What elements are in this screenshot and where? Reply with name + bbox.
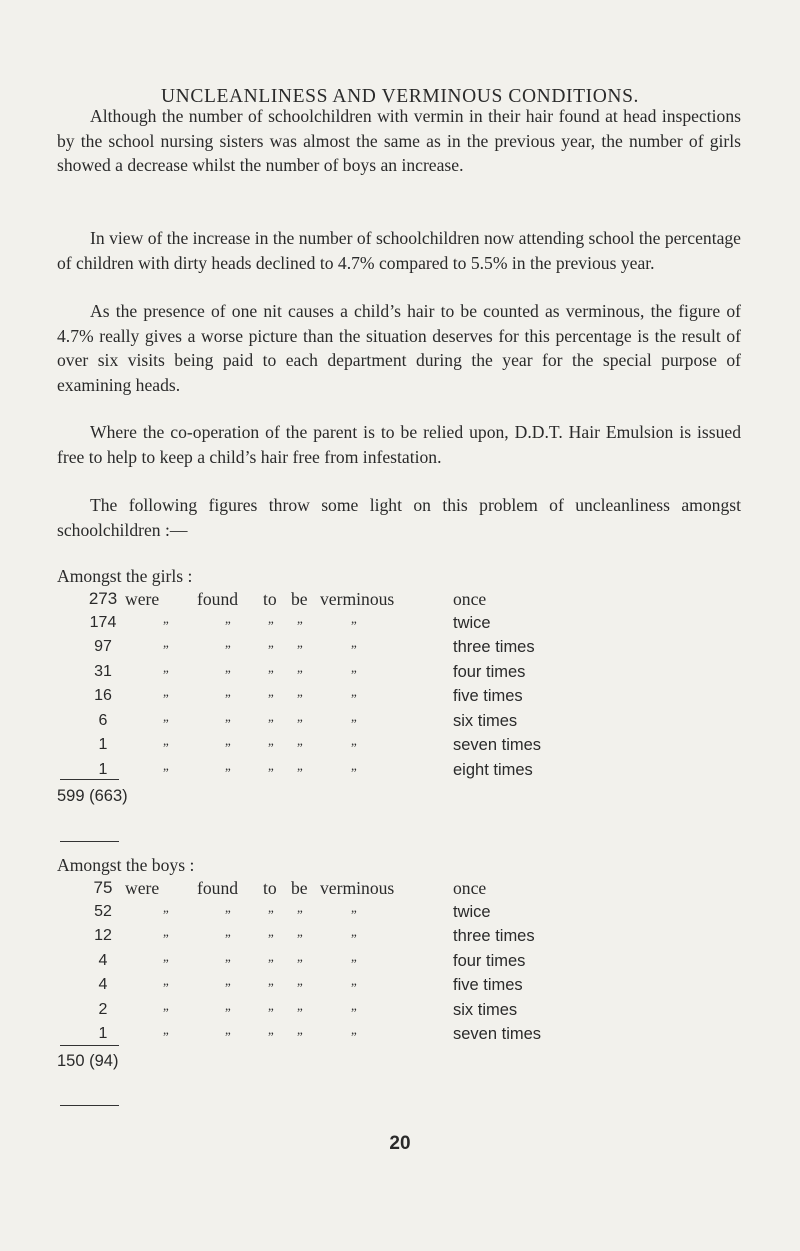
ditto-mark: ” (225, 740, 230, 755)
count-cell: 273 (88, 589, 118, 608)
ditto-mark: ” (297, 666, 302, 682)
times-cell: seven times (453, 736, 542, 754)
ditto-mark: ” (225, 617, 230, 633)
table-row (0, 761, 800, 785)
table-row (0, 736, 800, 760)
count-cell: 31 (94, 662, 112, 680)
table-row (0, 589, 800, 613)
table-row (0, 976, 800, 1000)
boys-total: 150 (94) (57, 1052, 119, 1070)
ditto-mark: ” (351, 955, 356, 971)
count-cell: 1 (98, 760, 108, 778)
ditto-mark: ” (163, 1029, 168, 1044)
count-cell: 4 (98, 976, 108, 993)
ditto-mark: ” (268, 1029, 273, 1044)
ditto-mark: ” (297, 715, 302, 731)
word-were: were (125, 589, 160, 609)
ditto-mark: ” (163, 1004, 168, 1020)
ditto-mark: ” (225, 1004, 230, 1020)
ditto-mark: ” (297, 691, 302, 706)
times-cell: twice (453, 613, 491, 632)
times-cell: six times (453, 711, 518, 730)
ditto-mark: ” (351, 666, 356, 682)
ditto-mark: ” (163, 617, 168, 633)
count-cell: 1 (98, 1025, 108, 1042)
boys-total-rule (60, 1045, 119, 1046)
ditto-mark: ” (297, 906, 302, 922)
ditto-mark: ” (163, 980, 168, 995)
count-cell: 97 (94, 638, 112, 655)
ditto-mark: ” (163, 666, 168, 682)
table-row (0, 1025, 800, 1049)
page-title: UNCLEANLINESS AND VERMINOUS CONDITIONS. (160, 86, 640, 107)
table-row (0, 663, 800, 687)
count-cell: 2 (98, 1000, 108, 1018)
count-cell: 6 (98, 711, 108, 729)
ditto-mark: ” (268, 691, 273, 706)
ditto-mark: ” (351, 764, 356, 780)
count-cell: 12 (94, 927, 112, 944)
ditto-mark: ” (268, 931, 273, 946)
table-row (0, 614, 800, 638)
ditto-mark: ” (351, 642, 356, 657)
paragraph-1: Although the number of schoolchildren with vermin in their hair found at head inspections by the school nursing sisters was almost the same as in the previous year, the number of girls showed a decrease whilst the number of boys an increase. (57, 106, 741, 175)
girls-closing-rule (60, 841, 119, 842)
count-cell: 174 (89, 613, 117, 631)
count-cell: 16 (94, 687, 112, 704)
table-row (0, 1001, 800, 1025)
times-cell: five times (453, 976, 523, 994)
ditto-mark: ” (163, 906, 168, 922)
word-found: found (197, 589, 239, 609)
word-were: were (125, 878, 160, 898)
ditto-mark: ” (163, 691, 168, 706)
ditto-mark: ” (297, 764, 302, 780)
ditto-mark: ” (163, 931, 168, 946)
word-found: found (197, 878, 239, 898)
ditto-mark: ” (268, 642, 273, 657)
count-cell: 52 (94, 902, 112, 920)
ditto-mark: ” (297, 1029, 302, 1044)
ditto-mark: ” (225, 931, 230, 946)
table-row (0, 638, 800, 662)
paragraph-5: The following figures throw some light on this problem of uncleanliness amongst schoolchildren :— (57, 495, 741, 540)
ditto-mark: ” (297, 642, 302, 657)
page-number: 20 (389, 1133, 411, 1154)
ditto-mark: ” (297, 617, 302, 633)
boys-closing-rule (60, 1105, 119, 1106)
paragraph-4: Where the co-operation of the parent is to be relied upon, D.D.T. Hair Emulsion is issued free to help to keep a child’s hair free from infestation. (57, 422, 741, 467)
ditto-mark: ” (268, 980, 273, 995)
girls-heading: Amongst the girls : (57, 566, 193, 586)
count-cell: 75 (93, 878, 113, 897)
boys-heading: Amongst the boys : (57, 855, 195, 875)
ditto-mark: ” (351, 740, 356, 755)
ditto-mark: ” (351, 1029, 356, 1044)
ditto-mark: ” (268, 617, 273, 633)
ditto-mark: ” (351, 691, 356, 706)
ditto-mark: ” (225, 955, 230, 971)
ditto-mark: ” (163, 955, 168, 971)
word-to: to (263, 589, 277, 609)
ditto-mark: ” (268, 906, 273, 922)
ditto-mark: ” (225, 715, 230, 731)
word-verminous: verminous (320, 589, 395, 609)
ditto-mark: ” (351, 906, 356, 922)
paragraph-2: In view of the increase in the number of schoolchildren now attending school the percentage of children with dirty heads declined to 4.7% compared to 5.5% in the previous year. (57, 228, 741, 273)
word-to: to (263, 878, 277, 898)
ditto-mark: ” (163, 740, 168, 755)
times-cell: three times (453, 927, 535, 945)
ditto-mark: ” (225, 764, 230, 780)
paragraph-3: As the presence of one nit causes a child’s hair to be counted as verminous, the figure of 4.7% really gives a worse picture than the situation deserves for this percentage is the result of over six visits being paid to each department during the year for the special purpose of examining heads. (57, 301, 741, 395)
times-cell: four times (453, 662, 526, 681)
ditto-mark: ” (163, 764, 168, 780)
ditto-mark: ” (268, 715, 273, 731)
times-cell: three times (453, 638, 535, 656)
times-cell: eight times (453, 760, 533, 779)
ditto-mark: ” (351, 715, 356, 731)
table-row (0, 952, 800, 976)
girls-total: 599 (663) (57, 787, 128, 805)
ditto-mark: ” (297, 980, 302, 995)
table-row (0, 927, 800, 951)
times-cell: once (453, 878, 487, 898)
ditto-mark: ” (225, 691, 230, 706)
ditto-mark: ” (297, 931, 302, 946)
ditto-mark: ” (268, 764, 273, 780)
count-cell: 4 (98, 951, 108, 969)
times-cell: six times (453, 1000, 518, 1019)
ditto-mark: ” (225, 642, 230, 657)
times-cell: twice (453, 902, 491, 921)
ditto-mark: ” (297, 1004, 302, 1020)
ditto-mark: ” (351, 1004, 356, 1020)
ditto-mark: ” (268, 666, 273, 682)
girls-total-rule (60, 779, 119, 780)
table-row (0, 687, 800, 711)
table-row (0, 903, 800, 927)
ditto-mark: ” (225, 1029, 230, 1044)
times-cell: four times (453, 951, 526, 970)
ditto-mark: ” (351, 931, 356, 946)
word-be: be (291, 878, 308, 898)
word-be: be (291, 589, 308, 609)
ditto-mark: ” (225, 906, 230, 922)
ditto-mark: ” (163, 642, 168, 657)
table-row (0, 712, 800, 736)
ditto-mark: ” (268, 955, 273, 971)
ditto-mark: ” (351, 617, 356, 633)
times-cell: seven times (453, 1025, 542, 1043)
ditto-mark: ” (297, 955, 302, 971)
ditto-mark: ” (163, 715, 168, 731)
table-row (0, 878, 800, 902)
ditto-mark: ” (351, 980, 356, 995)
ditto-mark: ” (225, 980, 230, 995)
ditto-mark: ” (225, 666, 230, 682)
times-cell: once (453, 589, 487, 609)
word-verminous: verminous (320, 878, 395, 898)
ditto-mark: ” (297, 740, 302, 755)
ditto-mark: ” (268, 740, 273, 755)
ditto-mark: ” (268, 1004, 273, 1020)
count-cell: 1 (98, 736, 108, 753)
times-cell: five times (453, 687, 523, 705)
